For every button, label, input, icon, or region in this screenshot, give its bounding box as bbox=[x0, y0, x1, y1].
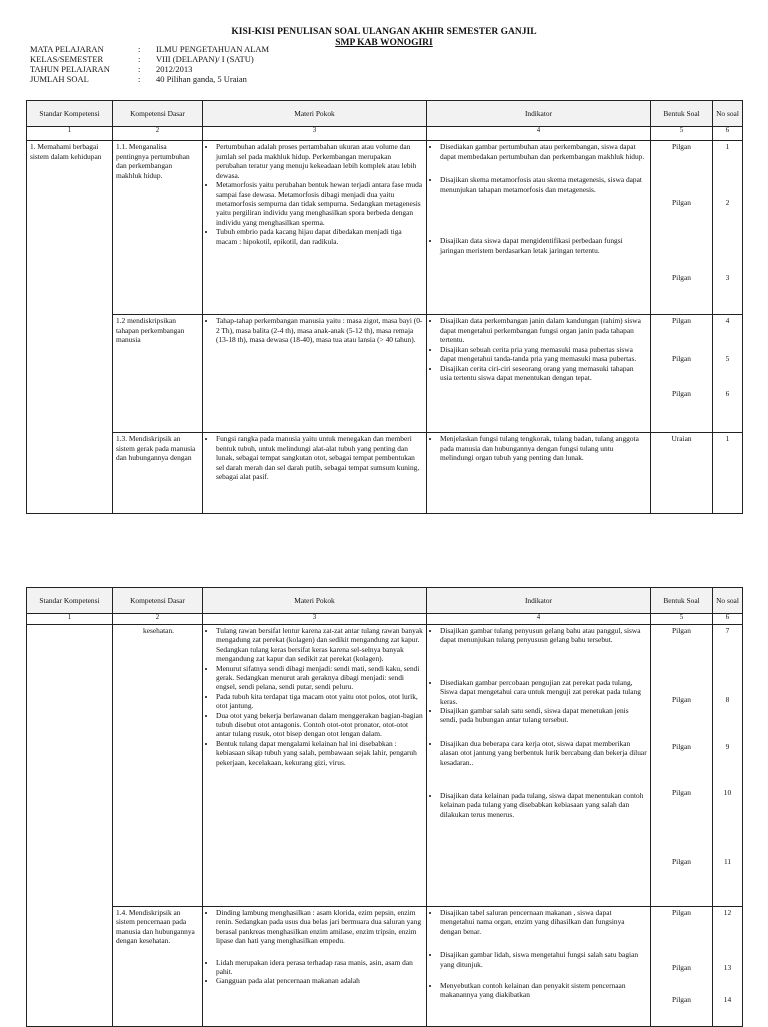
meta-row: KELAS/SEMESTER : VIII (DELAPAN)/ I (SATU) bbox=[30, 54, 254, 64]
header-indikator: Indikator bbox=[427, 101, 651, 127]
header-kompetensi-dasar: Kompetensi Dasar bbox=[113, 101, 203, 127]
table-row bbox=[27, 433, 743, 514]
no-soal-cell bbox=[713, 315, 743, 433]
bentuk-soal: Pilgan bbox=[672, 625, 691, 635]
col-number: 2 bbox=[113, 127, 203, 141]
header-indikator: Indikator bbox=[427, 588, 651, 614]
no-soal: 1 bbox=[725, 434, 730, 444]
column-number-row bbox=[27, 127, 743, 141]
header-materi-pokok: Materi Pokok bbox=[203, 588, 427, 614]
bentuk-soal: Pilgan bbox=[672, 788, 691, 798]
header-no-soal: No soal bbox=[713, 101, 743, 127]
indikator-item: • Disajikan data perkembangan janin dalam kandungan (rahim) siswa dapat mengetahui perkembangan fungsi organ janin pada tahapan tertentu. bbox=[440, 316, 647, 344]
header-standar-kompetensi: Standar Kompetensi bbox=[27, 588, 113, 614]
standar-kompetensi-cell: 1. Memahami berbagai sistem dalam kehidupan bbox=[27, 141, 113, 514]
no-soal: 8 bbox=[725, 695, 730, 705]
materi-item: • Gangguan pada alat pencernaan makanan adalah bbox=[216, 976, 423, 985]
materi-item: • Pertumbuhan adalah proses pertambahan ukuran atau volume dan jumlah sel pada makhluk hidup. Perkembangan merupakan perubahan teratur yang menuju kekeadaan lebih komplek atau lebih dewasa. bbox=[216, 142, 423, 180]
meta-value: 2012/2013 bbox=[156, 64, 193, 74]
col-number: 2 bbox=[113, 614, 203, 625]
col-number: 4 bbox=[427, 127, 651, 141]
materi-pokok-cell bbox=[203, 433, 427, 514]
materi-item: • Metamorfosis yaitu perubahan bentuk hewan terjadi antara fase muda sampai fase dewasa. Metamorfosis dibagi menjadi dua yaitu metamorfosis sempurna dan tidak sempurna. Sedangkan metagenesis yaitu pergiliran individu yang menghasilkan spora berbeda dengan individu yang menghasilkan sperma. bbox=[216, 180, 423, 227]
standar-kompetensi-cell bbox=[27, 624, 113, 1026]
header-no-soal: No soal bbox=[713, 588, 743, 614]
document-meta bbox=[30, 44, 269, 84]
materi-pokok-cell bbox=[203, 315, 427, 433]
indikator-item: • Disediakan gambar pertumbuhan atau perkembangan, siswa dapat dapat membedakan pertumbuhan dan perkembangan makhluk hidup. bbox=[440, 142, 647, 161]
bentuk-soal-cell bbox=[651, 433, 713, 514]
no-soal: 13 bbox=[723, 963, 732, 973]
no-soal: 14 bbox=[723, 994, 732, 1004]
materi-item: • Pada tubuh kita terdapat tiga macam otot yaitu otot polos, otot lurik, otot jantung. bbox=[216, 692, 423, 711]
bentuk-soal-cell bbox=[651, 624, 713, 906]
kompetensi-dasar-cell: 1.3. Mendiskripsik an sistem gerak pada manusia dan hubungannya dengan bbox=[113, 433, 203, 514]
table-row bbox=[27, 624, 743, 906]
meta-label: KELAS/SEMESTER bbox=[30, 54, 104, 64]
kompetensi-dasar-cell: 1.4. Mendiskripsik an sistem pencernaan pada manusia dan hubungannya dengan kesehatan. bbox=[113, 906, 203, 1026]
no-soal-cell bbox=[713, 433, 743, 514]
header-bentuk-soal: Bentuk Soal bbox=[651, 101, 713, 127]
bentuk-soal-cell bbox=[651, 141, 713, 315]
meta-label: JUMLAH SOAL bbox=[30, 74, 89, 84]
indikator-cell bbox=[427, 141, 651, 315]
materi-pokok-cell bbox=[203, 624, 427, 906]
indikator-item: • Disajikan gambar salah satu sendi, siswa dapat menetukan jenis sendi, pada hubungan antar tulang tersebut. bbox=[440, 706, 647, 725]
header-materi-pokok: Materi Pokok bbox=[203, 101, 427, 127]
materi-pokok-cell bbox=[203, 906, 427, 1026]
bentuk-soal-cell bbox=[651, 315, 713, 433]
meta-row: JUMLAH SOAL : 40 Pilihan ganda, 5 Uraian bbox=[30, 74, 247, 84]
col-number: 4 bbox=[427, 614, 651, 625]
col-number: 6 bbox=[713, 127, 743, 141]
meta-value: VIII (DELAPAN)/ I (SATU) bbox=[156, 54, 254, 64]
meta-row: TAHUN PELAJARAN : 2012/2013 bbox=[30, 64, 193, 74]
materi-item: • Tulang rawan bersifat lentur karena zat-zat antar tulang rawan banyak mengadung zat perekat (kolagen) dan sedikit mengandung zat kapur. Sedangkan tulang keras bersifat keras karena sel-selnya banyak mengandung zat kapur dan sedikit zat perekat (kolagen). bbox=[216, 626, 423, 664]
materi-item: • Dua otot yang bekerja berlawanan dalam menggerakan bagian-bagian tubuh disebut otot antagonis. Contoh otot-otot pronator, otot-otot antar tulang rusuk, otot bisep dengan otot lengan dalam. bbox=[216, 711, 423, 739]
no-soal: 7 bbox=[725, 625, 730, 635]
no-soal: 1 bbox=[725, 142, 730, 152]
kompetensi-dasar-cell: 1.1. Menganalisa pentingnya pertumbuhan dan perkembangan makhluk hidup. bbox=[113, 141, 203, 315]
kompetensi-dasar-cell: kesehatan. bbox=[113, 624, 203, 906]
indikator-cell bbox=[427, 624, 651, 906]
bentuk-soal: Pilgan bbox=[672, 353, 691, 363]
materi-item: • Bentuk tulang dapat mengalami kelainan hal ini disebabkan : kebiasaan sikap tubuh yang salah, pembawaan sejak lahir, pengaruh pekerjaan, kecelakaan, kekurang gizi, virus. bbox=[216, 739, 423, 767]
bentuk-soal-cell bbox=[651, 906, 713, 1026]
indikator-item: • Menjelaskan fungsi tulang tengkorak, tulang badan, tulang anggota pada manusia dan hubungannya dengan fungsi tulang untu melindungi organ tubuh yang penting dan lunak. bbox=[440, 434, 647, 462]
meta-row: MATA PELAJARAN : ILMU PENGETAHUAN ALAM bbox=[30, 44, 270, 54]
indikator-item: • Disajikan tabel saluran pencernaan makanan , siswa dapat mengetahui nama organ, enzim yang dihasilkan dan fungsinya dengan benar. bbox=[440, 908, 647, 936]
column-number-row bbox=[27, 614, 743, 625]
bentuk-soal: Pilgan bbox=[672, 856, 691, 866]
bentuk-soal: Uraian bbox=[671, 434, 692, 444]
no-soal-cell bbox=[713, 624, 743, 906]
bentuk-soal: Pilgan bbox=[672, 273, 691, 283]
col-number: 3 bbox=[203, 127, 427, 141]
bentuk-soal: Pilgan bbox=[672, 994, 691, 1004]
col-number: 1 bbox=[27, 614, 113, 625]
materi-item: • Fungsi rangka pada manusia yaitu untuk menegakan dan memberi bentuk tubuh, untuk melindungi alat-alat tubuh yang penting dan lunak, sebagai tempat sangkutan otot, sebagai tempat pembentukan sel darah merah dan sel darah putih, sebagai tempat sumsum kuning, sebagai alat pasif. bbox=[216, 434, 423, 481]
bentuk-soal: Pilgan bbox=[672, 741, 691, 751]
meta-label: TAHUN PELAJARAN bbox=[30, 64, 110, 74]
header-kompetensi-dasar: Kompetensi Dasar bbox=[113, 588, 203, 614]
document-title: KISI-KISI PENULISAN SOAL ULANGAN AKHIR SEMESTER GANJIL bbox=[231, 27, 537, 37]
table-row bbox=[27, 906, 743, 1026]
indikator-item: • Disajikan skema metamorfosis atau skema metagenesis, siswa dapat menunjukan tahapan metamorfosis dan metagenesis. bbox=[440, 175, 647, 194]
col-number: 1 bbox=[27, 127, 113, 141]
kisi-table-1 bbox=[26, 100, 743, 514]
indikator-item: • Disajikan data siswa dapat mengidentifikasi perbedaan fungsi jaringan meristem berdasarkan letak jaringan tertentu. bbox=[440, 236, 647, 255]
no-soal: 2 bbox=[725, 197, 730, 207]
no-soal: 4 bbox=[725, 316, 730, 326]
indikator-item: • Disajikan gambar lidah, siswa mengetahui fungsi salah satu bagian yang ditunjuk. bbox=[440, 950, 647, 969]
bentuk-soal: Pilgan bbox=[672, 142, 691, 152]
no-soal: 11 bbox=[723, 856, 732, 866]
materi-item: • Menurut sifatnya sendi dibagi menjadi: sendi mati, sendi kaku, sendi gerak. Sedangkan menurut arah geraknya dibagi menjadi: sendi engsel, sendi pelana, sendi putar, sendi peluru. bbox=[216, 664, 423, 692]
meta-value: 40 Pilihan ganda, 5 Uraian bbox=[156, 74, 247, 84]
no-soal: 5 bbox=[725, 353, 730, 363]
no-soal: 9 bbox=[725, 741, 730, 751]
indikator-item: • Disajikan gambar tulang penyusun gelang bahu atau panggul, siswa dapat menunjukan tulang penyususn gelang bahu tersebut. bbox=[440, 626, 647, 645]
materi-item: • Lidah merupakan idera perasa terhadap rasa manis, asin, asam dan pahit. bbox=[216, 958, 423, 977]
no-soal: 10 bbox=[723, 788, 732, 798]
meta-label: MATA PELAJARAN bbox=[30, 44, 104, 54]
col-number: 6 bbox=[713, 614, 743, 625]
materi-item: • Dinding lambung menghasilkan : asam klorida, ezim pepsin, enzim renin. Sedangkan pada usus dua belas jari bermuara dua saluran yang berasal pankreas menghasilkan enzim amilase, enzim tripsin, enzim lipase dan hati yang menghasilkan empedu. bbox=[216, 908, 423, 946]
bentuk-soal: Pilgan bbox=[672, 316, 691, 326]
school-name: SMP KAB WONOGIRI bbox=[335, 38, 433, 48]
no-soal: 3 bbox=[725, 273, 730, 283]
indikator-item: • Disajikan cerita ciri-ciri seseorang orang yang memasuki tahapan usia tertentu siswa dapat menentukan dengan tepat. bbox=[440, 364, 647, 383]
indikator-cell bbox=[427, 906, 651, 1026]
materi-item: • Tubuh embrio pada kacang hijau dapat dibedakan menjadi tiga macam : hipokotil, epikotil, dan radikula. bbox=[216, 227, 423, 246]
no-soal-cell bbox=[713, 141, 743, 315]
col-number: 3 bbox=[203, 614, 427, 625]
indikator-item: • Disajikan sebuah cerita pria yang memasuki masa pubertas siswa dapat mengetahui tanda-tanda pria yang memasuki masa pubertas. bbox=[440, 345, 647, 364]
no-soal-cell bbox=[713, 906, 743, 1026]
header-standar-kompetensi: Standar Kompetensi bbox=[27, 101, 113, 127]
kompetensi-dasar-cell: 1.2 mendiskripsikan tahapan perkembangan manusia bbox=[113, 315, 203, 433]
col-number: 5 bbox=[651, 614, 713, 625]
header-bentuk-soal: Bentuk Soal bbox=[651, 588, 713, 614]
col-number: 5 bbox=[651, 127, 713, 141]
bentuk-soal: Pilgan bbox=[672, 197, 691, 207]
no-soal: 12 bbox=[723, 907, 732, 917]
bentuk-soal: Pilgan bbox=[672, 963, 691, 973]
indikator-cell bbox=[427, 433, 651, 514]
bentuk-soal: Pilgan bbox=[672, 907, 691, 917]
no-soal: 6 bbox=[725, 389, 730, 399]
indikator-cell bbox=[427, 315, 651, 433]
materi-pokok-cell bbox=[203, 141, 427, 315]
indikator-item: • Disajikan dua beberapa cara kerja otot, siswa dapat memberikan alasan otot jantung yang berbentuk lurik bercabang dan bekerja diluar kesadaran.. bbox=[440, 739, 647, 767]
bentuk-soal: Pilgan bbox=[672, 695, 691, 705]
bentuk-soal: Pilgan bbox=[672, 389, 691, 399]
table-row bbox=[27, 315, 743, 433]
meta-value: ILMU PENGETAHUAN ALAM bbox=[156, 44, 270, 54]
indikator-item: • Disajikan data kelainan pada tulang, siswa dapat menentukan contoh kelainan pada tulang yang disebabkan kebiasaan yang salah dan dilakukan terus menerus. bbox=[440, 791, 647, 819]
materi-item: • Tahap-tahap perkembangan manusia yaitu : masa zigot, masa bayi (0-2 Th), masa balita (2-4 th), masa anak-anak (5-12 th), masa remaja (13-18 th), masa dewasa (18-40), masa tua atau lansia (> 40 tahun). bbox=[216, 316, 423, 344]
table-row bbox=[27, 141, 743, 315]
kisi-table-2 bbox=[26, 587, 743, 1027]
indikator-item: • Menyebutkan contoh kelainan dan penyakit sistem pencernaan makanannya yang diakibatkan bbox=[440, 981, 647, 1000]
indikator-item: • Disediakan gambar percobaan pengujian zat perekat pada tulang, Siswa dapat mengetahui cara untuk menguji zat perekat pada tulang keras. bbox=[440, 678, 647, 706]
